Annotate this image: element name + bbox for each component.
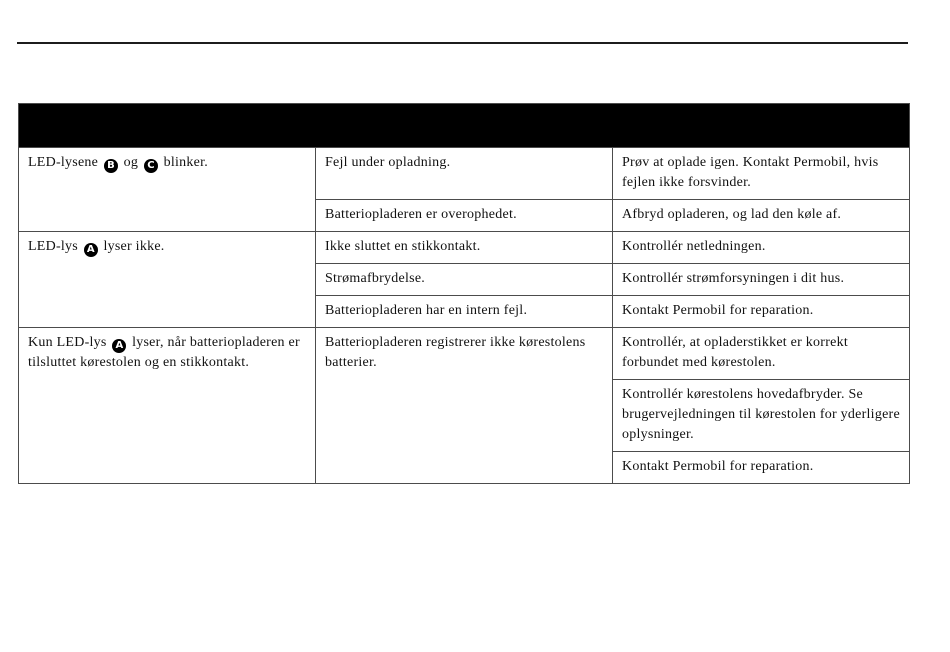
cause-cell: Fejl under opladning. bbox=[316, 148, 613, 200]
action-cell: Afbryd opladeren, og lad den køle af. bbox=[613, 200, 910, 232]
cause-cell: Ikke sluttet en stikkontakt. bbox=[316, 232, 613, 264]
action-cell: Prøv at oplade igen. Kontakt Permobil, hvis fejlen ikke forsvinder. bbox=[613, 148, 910, 200]
symptom-cell: Kun LED-lys A lyser, når batteriopladeren er tilsluttet kørestolen og en stikkontakt. bbox=[19, 328, 316, 484]
cause-cell: Batteriopladeren har en intern fejl. bbox=[316, 296, 613, 328]
led-c-badge: C bbox=[144, 159, 158, 173]
cause-cell: Strømafbrydelse. bbox=[316, 264, 613, 296]
table-header-bar bbox=[19, 104, 910, 148]
action-cell: Kontrollér strømforsyningen i dit hus. bbox=[613, 264, 910, 296]
cause-cell: Batteriopladeren er overophedet. bbox=[316, 200, 613, 232]
symptom-cell: LED-lysene B og C blinker. bbox=[19, 148, 316, 232]
symptom-cell: LED-lys A lyser ikke. bbox=[19, 232, 316, 328]
led-a-badge: A bbox=[112, 339, 126, 353]
page-header-rule bbox=[17, 42, 908, 44]
action-cell: Kontrollér netledningen. bbox=[613, 232, 910, 264]
action-cell: Kontakt Permobil for reparation. bbox=[613, 452, 910, 484]
table-row bbox=[19, 148, 910, 200]
table-row bbox=[19, 328, 910, 380]
action-cell: Kontrollér kørestolens hovedafbryder. Se brugervejledningen til kørestolen for yderligere oplysninger. bbox=[613, 380, 910, 452]
action-cell: Kontrollér, at opladerstikket er korrekt forbundet med kørestolen. bbox=[613, 328, 910, 380]
troubleshooting-table bbox=[18, 103, 910, 484]
troubleshooting-table-container bbox=[18, 103, 910, 484]
led-a-badge: A bbox=[84, 243, 98, 257]
table-row bbox=[19, 232, 910, 264]
action-cell: Kontakt Permobil for reparation. bbox=[613, 296, 910, 328]
table-header-row bbox=[19, 104, 910, 148]
cause-cell: Batteriopladeren registrerer ikke kørestolens batterier. bbox=[316, 328, 613, 484]
led-b-badge: B bbox=[104, 159, 118, 173]
